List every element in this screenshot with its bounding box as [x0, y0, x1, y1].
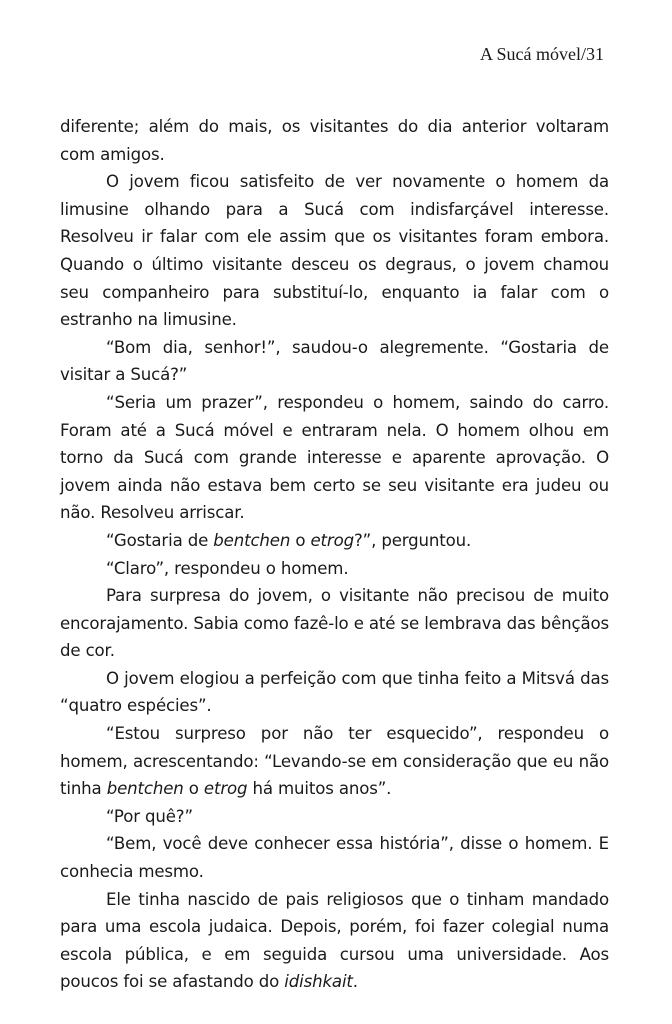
text-run: “Por quê?” — [106, 806, 193, 826]
paragraph — [60, 555, 609, 583]
paragraph — [60, 113, 609, 168]
text-run: diferente; além do mais, os visitantes do dia anterior voltaram com amigos. — [60, 117, 609, 164]
text-run: o — [183, 779, 204, 799]
text-run: há muitos anos”. — [247, 779, 392, 799]
body-text — [60, 113, 609, 996]
text-run: O jovem ficou satisfeito de ver novamente o homem da limusine olhando para a Sucá com indisfarçável interesse. Resolveu ir falar com ele assim que os visitantes foram embora. Quando o último visitante desceu os degraus, o jovem chamou seu companheiro para substituí-lo, enquanto ia falar com o estranho na limusine. — [60, 172, 609, 330]
italic-term: etrog — [310, 530, 354, 550]
paragraph — [60, 168, 609, 334]
paragraph — [60, 803, 609, 831]
text-run: Para surpresa do jovem, o visitante não precisou de muito encorajamento. Sabia como fazê-lo e até se lembrava das bênçãos de cor. — [60, 586, 609, 661]
italic-term: bentchen — [213, 530, 291, 550]
text-run: . — [352, 972, 358, 992]
text-run: o — [290, 530, 311, 550]
italic-term: etrog — [203, 779, 248, 799]
paragraph — [60, 527, 609, 555]
text-run: ?”, perguntou. — [353, 530, 472, 550]
text-run: “Claro”, respondeu o homem. — [106, 558, 349, 578]
paragraph — [60, 720, 609, 803]
italic-term: bentchen — [106, 779, 184, 799]
italic-term: idishkait — [284, 972, 353, 992]
text-run: O jovem elogiou a perfeição com que tinha feito a Mitsvá das “quatro espécies”. — [60, 668, 609, 716]
paragraph — [60, 665, 609, 720]
text-run: “Gostaria de — [106, 530, 214, 550]
paragraph — [60, 886, 609, 996]
text-run: “Estou surpreso por não ter esquecido”, respondeu o homem, acrescentando: “Levando-se em consideração que eu não tinha — [60, 724, 609, 799]
text-run: “Seria um prazer”, respondeu o homem, saindo do carro. Foram até a Sucá móvel e entraram nela. O homem olhou em torno da Sucá com grande interesse e aparente aprovação. O jovem ainda não estava bem certo se seu visitante era judeu ou não. Resolveu arriscar. — [60, 392, 609, 523]
text-run: “Bom dia, senhor!”, saudou-o alegremente. “Gostaria de visitar a Sucá?” — [60, 337, 609, 385]
paragraph — [60, 334, 609, 389]
text-run: Ele tinha nascido de pais religiosos que o tinham mandado para uma escola judaica. Depois, porém, foi fazer colegial numa escola pública, e em seguida cursou uma universidade. Aos poucos foi se afastando do — [60, 889, 609, 992]
paragraph — [60, 389, 609, 527]
paragraph — [60, 830, 609, 885]
running-head: A Sucá móvel/31 — [480, 44, 604, 64]
text-run: “Bem, você deve conhecer essa história”, disse o homem. E conhecia mesmo. — [60, 834, 609, 882]
paragraph — [60, 582, 609, 665]
